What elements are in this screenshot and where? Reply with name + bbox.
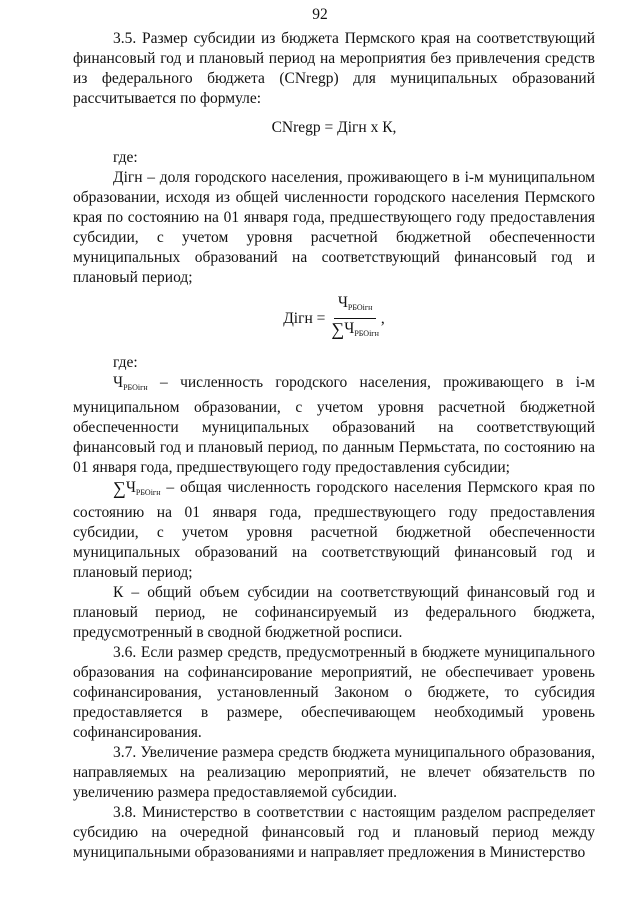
definition-sum xyxy=(73,478,595,583)
formula-main: CNregp = Дігн x К, xyxy=(271,119,397,136)
denominator-base: Ч xyxy=(344,320,355,337)
formula-fraction xyxy=(73,294,595,343)
paragraph-3-8: 3.8. Министерство в соответствии с настоящим разделом распределяет субсидию на очередной финансовый год и плановый период между муниципальными образованиями и направляет предложения в Министерство xyxy=(73,804,595,861)
fraction-numerator xyxy=(334,294,377,319)
sum-sign: ∑ xyxy=(331,319,345,339)
def-ch-text: – численность городского населения, проживающего в і-м муниципальном образовании, с учетом уровня расчетной бюджетной обеспеченности муниципальных образований на соответствующий финансовый год и плановый период, по данным Пермьстата, по состоянию на 01 января года, предшествующего году предоставления субсидии; xyxy=(73,374,595,476)
formula-fraction-tail: , xyxy=(380,309,385,327)
definition-ch xyxy=(73,373,595,478)
paragraph-3-6: 3.6. Если размер средств, предусмотренный в бюджете муниципального образования на софинансирование мероприятий, не обеспечивает уровень софинансирования, установленный Законом о бюджете, то субсидия предоставляется в размере, обеспечивающем необходимый уровень софинансирования. xyxy=(73,644,595,741)
fraction-denominator xyxy=(331,319,378,343)
def-ch-subscript: РБОігн xyxy=(123,383,148,392)
paragraph-3-5: 3.5. Размер субсидии из бюджета Пермского края на соответствующий финансовый год и плановый период на мероприятия без привлечения средств из федерального бюджета (CNregp) для муниципальных образований рассчитывается по формуле: xyxy=(73,30,595,107)
where-label-2: где: xyxy=(113,354,138,371)
numerator-base: Ч xyxy=(337,294,348,311)
paragraph-3-7: 3.7. Увеличение размера средств бюджета муниципального образования, направляемых на реализацию мероприятий, не влечет обязательств по увеличению размера предоставляемой субсидии. xyxy=(73,744,595,801)
def-ch-base: Ч xyxy=(113,374,124,391)
denominator-subscript: РБОігн xyxy=(354,329,379,338)
def-sum-sign: ∑ xyxy=(113,478,126,498)
definition-k: К – общий объем субсидии на соответствующий финансовый год и плановый период, не софинансируемый из федерального бюджета, предусмотренный в сводной бюджетной росписи. xyxy=(73,584,595,641)
numerator-subscript: РБОігн xyxy=(347,303,373,312)
def-sum-subscript: РБОігн xyxy=(135,488,161,497)
formula-fraction-lhs: Дігн = xyxy=(283,309,326,327)
definition-digh: Дігн – доля городского населения, проживающего в і-м муниципальном образовании, исходя из общей численности городского населения Пермского края по состоянию на 01 января года, предшествующего году предоставления субсидии, с учетом уровня расчетной бюджетной обеспеченности муниципальных образований на соответствующий финансовый год и плановый период; xyxy=(73,169,595,286)
page-number: 92 xyxy=(312,6,328,23)
document-body xyxy=(73,29,595,863)
where-label-1: где: xyxy=(113,149,138,166)
def-sum-base: Ч xyxy=(125,479,136,496)
fraction xyxy=(331,294,378,343)
def-sum-text: – общая численность городского населения Пермского края по состоянию на 01 января года, предшествующего году предоставления субсидии, с учетом уровня расчетной бюджетной обеспеченности муниципальных образований на соответствующий финансовый год и плановый период; xyxy=(73,479,595,581)
